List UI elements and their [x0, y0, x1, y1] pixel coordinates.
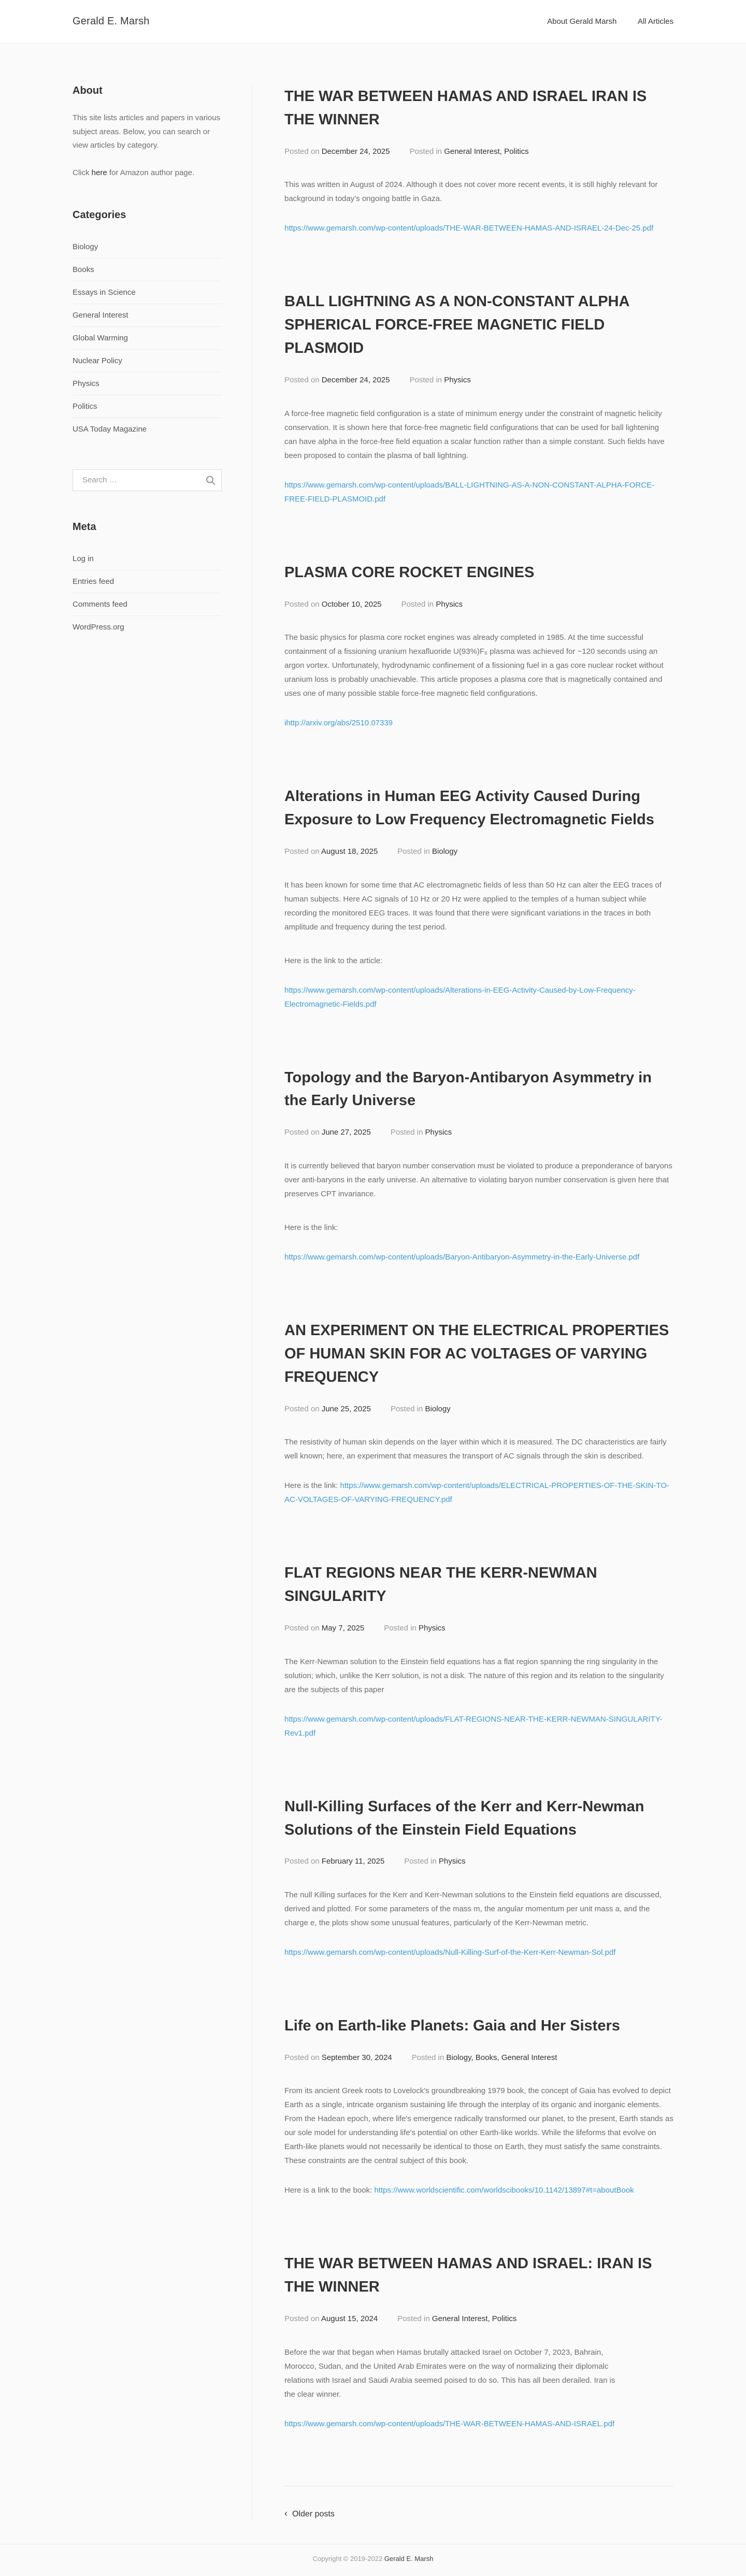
article-title-link[interactable]: Topology and the Baryon-Antibaryon Asymmetry in the Early Universe [284, 1069, 652, 1109]
article-title [284, 1066, 673, 1113]
article-link-line [284, 2417, 673, 2431]
article-date-link[interactable]: December 24, 2025 [321, 147, 390, 156]
amazon-line-post: for Amazon author page. [107, 168, 195, 178]
posted-on-group [284, 2053, 392, 2062]
article-link-intro: Here is the link: [284, 1223, 338, 1232]
article-categories-link[interactable]: Biology [425, 1404, 451, 1413]
older-posts-label: Older posts [292, 2509, 335, 2518]
article [284, 2252, 673, 2430]
posted-on-group [284, 1128, 371, 1137]
posted-in-label: Posted in [404, 1857, 439, 1866]
categories-list [73, 236, 222, 440]
posted-on-group [284, 1624, 364, 1633]
article-date-link[interactable]: June 25, 2025 [321, 1404, 371, 1413]
amazon-author-line [73, 166, 222, 180]
article-meta [284, 374, 673, 387]
article-meta [284, 145, 673, 159]
older-posts-link[interactable] [284, 2510, 335, 2518]
article-link-line [284, 2183, 673, 2197]
article-link-line [284, 1250, 673, 1264]
chevron-left-icon: ‹ [284, 2508, 288, 2518]
posted-on-label: Posted on [284, 1128, 322, 1137]
article-date-link[interactable]: August 15, 2024 [321, 2314, 378, 2324]
article-categories-link[interactable]: Biology, Books, General Interest [446, 2053, 557, 2062]
posted-on-label: Posted on [284, 1404, 322, 1413]
posted-in-label: Posted in [397, 2314, 432, 2324]
meta-link[interactable]: Log in [73, 554, 94, 563]
list-item [73, 350, 222, 373]
category-link[interactable]: Nuclear Policy [73, 356, 122, 365]
site-title-link[interactable]: Gerald E. Marsh [73, 16, 150, 27]
posted-in-label: Posted in [411, 2053, 447, 2062]
posted-in-group [397, 2314, 517, 2323]
site-header [0, 0, 746, 44]
posted-on-label: Posted on [284, 2314, 321, 2324]
article-title [284, 1319, 673, 1389]
article [284, 85, 673, 235]
meta-link[interactable]: Comments feed [73, 599, 127, 609]
article-date-link[interactable]: October 10, 2025 [321, 599, 382, 609]
posted-on-label: Posted on [284, 599, 322, 609]
category-link[interactable]: Global Warming [73, 333, 128, 342]
article-link-prefix: Here is the link: [284, 1481, 340, 1491]
list-item [73, 259, 222, 281]
article-categories-link[interactable]: Physics [419, 1624, 446, 1633]
categories-widget [73, 209, 222, 440]
article-excerpt: Before the war that began when Hamas brutally attacked Israel on October 7, 2023, Bahrain, Morocco, Sudan, and the United Arab Emirates were on the way of normalizing their diplomalc relations with Israel and Saudi Arabia seemed poised to do so. This has all been derailed. Iran is the clear winner. [284, 2348, 615, 2399]
posted-in-group [397, 847, 457, 856]
posted-on-group [284, 847, 378, 856]
article-excerpt: The null Killing surfaces for the Kerr and Kerr-Newman solutions to the Einstein field equations are discussed, derived and plotted. For some parameters of the mass m, the angular momentum per unit mass a, and the charge e, the plots show some unusual features, particularly of the Kerr-Newman metric. [284, 1890, 662, 1927]
article-meta [284, 1855, 673, 1868]
list-item [73, 418, 222, 440]
article-excerpt: The resistivity of human skin depends on the layer within which it is measured. The DC characteristics are fairly well known; here, an experiment that measures the transport of AC signals through the skin is described. [284, 1438, 667, 1461]
amazon-author-link[interactable]: here [91, 168, 107, 178]
posted-on-group [284, 1857, 384, 1866]
article-date-link[interactable]: February 11, 2025 [321, 1857, 385, 1866]
article-excerpt: A force-free magnetic field configuration is a state of minimum energy under the constraint of magnetic helicity conservation. It is shown here that force-free magnetic field configurations that can be used for ball lightening can have alpha in the force-free field equation a scalar function rather than a simple constant. Such fields have been proposed to contain the plasma of ball lightning. [284, 409, 665, 460]
article-title-link[interactable]: FLAT REGIONS NEAR THE KERR-NEWMAN SINGULARITY [284, 1565, 597, 1605]
article-link-line [284, 221, 673, 235]
article-title-link[interactable]: THE WAR BETWEEN HAMAS AND ISRAEL: IRAN IS THE WINNER [284, 2255, 652, 2296]
article-date-link[interactable]: August 18, 2025 [321, 847, 378, 856]
category-link[interactable]: Biology [73, 242, 98, 251]
article-categories-link[interactable]: General Interest, Politics [432, 2314, 517, 2324]
posted-in-label: Posted in [397, 847, 432, 856]
list-item [73, 281, 222, 304]
list-item [73, 395, 222, 418]
article-link-line [284, 983, 673, 1011]
article-title [284, 1795, 673, 1842]
list-item [73, 548, 222, 570]
posted-in-group [409, 147, 528, 156]
posted-in-label: Posted in [409, 147, 444, 156]
article-title-link[interactable]: Null-Killing Surfaces of the Kerr and Kerr-Newman Solutions of the Einstein Field Equations [284, 1798, 644, 1838]
meta-link[interactable]: Entries feed [73, 577, 114, 586]
meta-heading: Meta [73, 521, 96, 533]
article-categories-link[interactable]: Physics [444, 376, 471, 385]
article-excerpt: It has been known for some time that AC electromagnetic fields of less than 50 Hz can alter the EEG traces of human subjects. Here AC signals of 10 Hz or 20 Hz were applied to the temples of a human subject while recording the monitored EEG traces. It was found that there were significant variations in the traces in both amplitude and frequency during the test period. [284, 880, 662, 932]
posted-in-group [391, 1128, 452, 1137]
article-link-line [284, 716, 673, 730]
posted-on-group [284, 600, 382, 609]
nav-all-articles[interactable]: All Articles [637, 17, 673, 26]
article-link-prefix: Here is a link to the book: [284, 2186, 375, 2195]
pagination [284, 2486, 673, 2519]
article-meta [284, 845, 673, 858]
footer-site-link[interactable]: Gerald E. Marsh [384, 2554, 434, 2563]
article-meta [284, 1622, 673, 1635]
article-title-link[interactable]: THE WAR BETWEEN HAMAS AND ISRAEL IRAN IS THE WINNER [284, 88, 647, 128]
category-link[interactable]: Essays in Science [73, 288, 136, 297]
article-title [284, 2252, 673, 2299]
article-title [284, 290, 673, 360]
posted-on-label: Posted on [284, 376, 322, 385]
list-item [73, 616, 222, 638]
posted-in-group [401, 600, 463, 609]
posted-on-label: Posted on [284, 1857, 322, 1866]
page-body [73, 44, 673, 2544]
posted-in-group [409, 376, 470, 384]
article [284, 290, 673, 506]
article-categories-link[interactable]: Physics [425, 1128, 452, 1137]
article-excerpt: This was written in August of 2024. Although it does not cover more recent events, it is still highly relevant for background in today’s ongoing battle in Gaza. [284, 180, 658, 204]
sidebar [73, 85, 252, 2519]
category-link[interactable]: Politics [73, 402, 97, 411]
posted-on-group [284, 147, 390, 156]
list-item [73, 236, 222, 259]
posted-in-group [412, 2053, 557, 2062]
search-button[interactable] [204, 473, 218, 487]
article-meta [284, 1126, 673, 1139]
posted-on-group [284, 376, 390, 384]
article-pdf-link[interactable]: https://www.gemarsh.com/wp-content/uploads/THE-WAR-BETWEEN-HAMAS-AND-ISRAEL.pdf [284, 2419, 615, 2428]
article-meta [284, 2051, 673, 2065]
search-input[interactable] [73, 469, 222, 491]
article-pdf-link[interactable]: https://www.gemarsh.com/wp-content/uploads/Baryon-Antibaryon-Asymmetry-in-the-Early-Universe.pdf [284, 1252, 640, 1262]
article [284, 785, 673, 1011]
article-pdf-link[interactable]: https://www.gemarsh.com/wp-content/uploads/BALL-LIGHTNING-AS-A-NON-CONSTANT-ALPHA-FORCE-FREE-FIELD-PLASMOID.pdf [284, 480, 655, 504]
posted-on-label: Posted on [284, 2053, 322, 2062]
article [284, 1795, 673, 1959]
article-title-link[interactable]: AN EXPERIMENT ON THE ELECTRICAL PROPERTIES OF HUMAN SKIN FOR AC VOLTAGES OF VARYING FREQUENCY [284, 1322, 669, 1385]
article-title [284, 1562, 673, 1608]
posted-in-group [391, 1405, 451, 1413]
article-title [284, 85, 673, 132]
categories-heading: Categories [73, 209, 126, 221]
articles-column [252, 85, 673, 2519]
posted-on-label: Posted on [284, 147, 322, 156]
list-item [73, 593, 222, 616]
article-pdf-link[interactable]: https://www.worldscientific.com/worldscibooks/10.1142/13897#t=aboutBook [374, 2186, 634, 2195]
posted-on-group [284, 2314, 378, 2323]
article-date-link[interactable]: June 27, 2025 [321, 1128, 371, 1137]
posted-in-label: Posted in [390, 1128, 425, 1137]
article-link-line [284, 1945, 673, 1959]
article-meta [284, 2312, 673, 2326]
article-title-link[interactable]: Alterations in Human EEG Activity Caused During Exposure to Low Frequency Electromagnetic Fields [284, 788, 654, 828]
list-item [73, 570, 222, 593]
search-icon [206, 475, 216, 485]
article-categories-link[interactable]: Physics [436, 599, 463, 609]
article-title-link[interactable]: Life on Earth-like Planets: Gaia and Her Sisters [284, 2017, 620, 2034]
about-text: This site lists articles and papers in various subject areas. Below, you can search or view articles by category. [73, 113, 221, 150]
posted-on-label: Posted on [284, 1624, 322, 1633]
article-excerpt: It is currently believed that baryon number conservation must be violated to produce a preponderance of baryons over anti-baryons in the early universe. An alternative to violating baryon number conservation is given here that preserves CPT invariance. [284, 1161, 672, 1198]
posted-on-label: Posted on [284, 847, 321, 856]
article-date-link[interactable]: December 24, 2025 [321, 376, 390, 385]
article-pdf-link[interactable]: https://www.gemarsh.com/wp-content/uploads/ELECTRICAL-PROPERTIES-OF-THE-SKIN-TO-AC-VOLTAGES-OF-VARYING-FREQUENCY.pdf [284, 1481, 670, 1505]
posted-in-label: Posted in [401, 599, 436, 609]
search-form [73, 469, 222, 491]
category-link[interactable]: General Interest [73, 310, 128, 320]
article [284, 1066, 673, 1264]
meta-widget [73, 521, 222, 638]
posted-in-label: Posted in [384, 1624, 419, 1633]
article-title [284, 561, 673, 584]
article-title [284, 2014, 673, 2038]
article-excerpt: The Kerr-Newman solution to the Einstein field equations has a flat region spanning the ring singularity in the solution; which, unlike the Kerr solution, is not a disk. The nature of this region and its relation to the singularity are the subjects of this paper [284, 1657, 664, 1694]
article-excerpt: From its ancient Greek roots to Lovelock's groundbreaking 1979 book, the concept of Gaia has evolved to depict Earth as a single, intricate organism sustaining life through the interplay of its organic and inorganic elements. From the Hadean epoch, where life's emergence radically transformed our planet, to the present, Earth stands as our sole model for understanding life's potential on other Earth-like worlds. While the lifeforms that evolve on Earth-like planets would not necessarily be identical to those on Earth, they must satisfy the same constraints. These constraints are the central subject of this book. [284, 2086, 673, 2166]
meta-link[interactable]: WordPress.org [73, 622, 124, 632]
article-excerpt: The basic physics for plasma core rocket engines was already completed in 1985. At the time successful containment of a fissioning uranium hexafluoride U(93%)F₆ plasma was achieved for ~120 seconds using an argon vortex. Unfortunately, hydrodynamic confinement of a fissioning fuel in a gas core nuclear rocket without uranium loss is probably unachievable. This article proposes a plasma core that is magnetically contained and uses one of many possible stable force-free magnetic field configurations. [284, 633, 664, 698]
article-pdf-link[interactable]: ihttp://arxiv.org/abs/2510.07339 [284, 719, 393, 728]
article-title-link[interactable]: BALL LIGHTNING AS A NON-CONSTANT ALPHA SPHERICAL FORCE-FREE MAGNETIC FIELD PLASMOID [284, 293, 629, 357]
about-widget [73, 85, 222, 180]
meta-list [73, 548, 222, 638]
article-meta [284, 1403, 673, 1416]
posted-in-group [404, 1857, 465, 1866]
list-item [73, 327, 222, 350]
posted-in-label: Posted in [409, 376, 444, 385]
list-item [73, 304, 222, 327]
copyright-text: Copyright © 2019-2022 [312, 2554, 384, 2563]
posted-in-label: Posted in [390, 1404, 425, 1413]
article-meta [284, 598, 673, 611]
article-categories-link[interactable]: General Interest, Politics [444, 147, 529, 156]
header-nav [528, 17, 673, 26]
article [284, 1562, 673, 1740]
article-date-link[interactable]: September 30, 2024 [321, 2053, 392, 2062]
list-item [73, 373, 222, 395]
article [284, 2014, 673, 2197]
article-link-line [284, 478, 673, 506]
posted-on-group [284, 1405, 371, 1413]
category-link[interactable]: Books [73, 265, 94, 274]
about-heading: About [73, 85, 103, 96]
article [284, 1319, 673, 1507]
category-link[interactable]: USA Today Magazine [73, 424, 147, 434]
article-pdf-link[interactable]: https://www.gemarsh.com/wp-content/uploads/Alterations-in-EEG-Activity-Caused-by-Low-Frequency-Electromagnetic-Fields.pdf [284, 985, 636, 1009]
amazon-line-pre: Click [73, 168, 92, 178]
category-link[interactable]: Physics [73, 379, 99, 388]
site-footer [0, 2544, 746, 2576]
article-link-intro: Here is the link to the article: [284, 956, 383, 965]
article-link-line [284, 1479, 673, 1507]
article-link-line [284, 1712, 673, 1740]
article-categories-link[interactable]: Biology [432, 847, 458, 856]
article-pdf-link[interactable]: https://www.gemarsh.com/wp-content/uploads/THE-WAR-BETWEEN-HAMAS-AND-ISRAEL-24-Dec-25.pdf [284, 224, 654, 233]
article-categories-link[interactable]: Physics [438, 1857, 466, 1866]
article-pdf-link[interactable]: https://www.gemarsh.com/wp-content/uploads/FLAT-REGIONS-NEAR-THE-KERR-NEWMAN-SINGULARITY-Rev1.pdf [284, 1714, 663, 1738]
posted-in-group [384, 1624, 445, 1633]
nav-about-gerald-marsh[interactable]: About Gerald Marsh [547, 17, 617, 26]
article [284, 561, 673, 730]
article-title-link[interactable]: PLASMA CORE ROCKET ENGINES [284, 564, 535, 581]
article-pdf-link[interactable]: https://www.gemarsh.com/wp-content/uploads/Null-Killing-Surf-of-the-Kerr-Kerr-Newman-Sol.pdf [284, 1948, 616, 1957]
article-date-link[interactable]: May 7, 2025 [321, 1624, 365, 1633]
article-title [284, 785, 673, 832]
